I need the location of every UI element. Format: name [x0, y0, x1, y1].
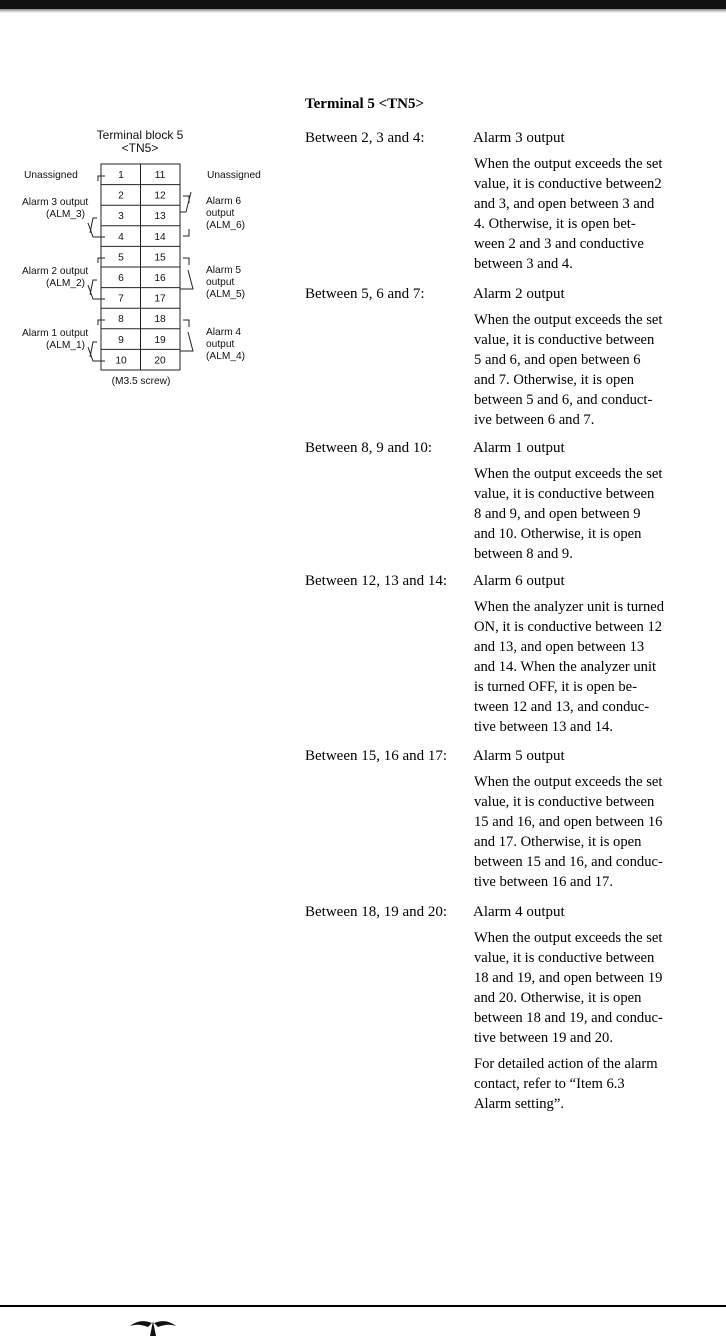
- terminal-14: 14: [154, 231, 166, 243]
- description-line: value, it is conductive between: [474, 486, 655, 502]
- description-line: and 14. When the analyzer unit: [474, 659, 657, 675]
- alarm4-label: Alarm 4: [206, 327, 242, 338]
- terminal-13: 13: [154, 211, 166, 223]
- terminal-5: 5: [118, 252, 124, 264]
- description-line: 8 and 9, and open between 9: [474, 506, 641, 522]
- note-line: Alarm setting”.: [474, 1096, 564, 1112]
- entry-between: Between 2, 3 and 4:: [305, 130, 425, 146]
- entry-between: Between 8, 9 and 10:: [305, 440, 433, 456]
- entry-description: [474, 310, 694, 430]
- terminal-1: 1: [118, 170, 124, 181]
- description-line: between 5 and 6, and conduct-: [474, 392, 653, 408]
- terminal-2: 2: [118, 190, 124, 202]
- terminal-numbers-right: [154, 170, 166, 366]
- entry-title: Alarm 2 output: [473, 286, 565, 302]
- alarm1-label: Alarm 1 output: [22, 328, 89, 339]
- terminal-7: 7: [118, 293, 124, 305]
- description-line: 15 and 16, and open between 16: [474, 814, 663, 830]
- description-line: tive between 19 and 20.: [474, 1030, 614, 1046]
- description-line: tween 12 and 13, and conduc-: [474, 699, 650, 715]
- contact-symbols-right: [180, 192, 193, 351]
- alarm2-label: Alarm 2 output: [22, 266, 89, 277]
- alarm2-code-label: (ALM_2): [46, 278, 86, 289]
- description-line: When the output exceeds the set: [474, 774, 663, 790]
- alarm4-code-label: (ALM_4): [206, 351, 246, 362]
- description-line: 18 and 19, and open between 19: [474, 970, 663, 986]
- unassigned-left-label: Unassigned: [24, 170, 78, 181]
- description-line: When the output exceeds the set: [474, 930, 663, 946]
- entry-description: [474, 597, 694, 737]
- description-line: tive between 16 and 17.: [474, 874, 614, 890]
- alarm5-code-label: (ALM_5): [206, 289, 246, 300]
- description-line: value, it is conductive between: [474, 794, 655, 810]
- entry-description: [474, 928, 694, 1048]
- description-line: between 15 and 16, and conduc-: [474, 854, 663, 870]
- description-line: and 3, and open between 3 and: [474, 196, 655, 212]
- alarm5-output-label: output: [206, 277, 235, 288]
- entry-description: [474, 154, 694, 274]
- description-line: between 18 and 19, and conduc-: [474, 1010, 663, 1026]
- description-line: value, it is conductive between: [474, 332, 655, 348]
- entry-description: [474, 464, 694, 564]
- terminal-16: 16: [154, 273, 166, 284]
- alarm6-output-label: output: [206, 208, 235, 219]
- terminal-numbers-left: [115, 170, 127, 366]
- description-line: tive between 13 and 14.: [474, 719, 614, 735]
- description-line: between 3 and 4.: [474, 256, 573, 272]
- diagram-title: Terminal block 5: [96, 128, 184, 142]
- teledyne-logo-icon: [128, 1318, 178, 1336]
- description-line: value, it is conductive between2: [474, 176, 662, 192]
- section-title: Terminal 5 <TN5>: [305, 96, 425, 112]
- entry-between: Between 12, 13 and 14:: [305, 573, 448, 589]
- alarm3-code-label: (ALM_3): [46, 209, 86, 220]
- entry-title: Alarm 4 output: [473, 904, 565, 920]
- description-line: ive between 6 and 7.: [474, 412, 595, 428]
- alarm-note: [474, 1054, 694, 1114]
- terminal-12: 12: [154, 190, 166, 202]
- description-line: When the output exceeds the set: [474, 156, 663, 172]
- terminal-grid: [101, 164, 180, 370]
- entry-between: Between 15, 16 and 17:: [305, 748, 448, 764]
- note-line: contact, refer to “Item 6.3: [474, 1076, 625, 1092]
- terminal-8: 8: [118, 314, 124, 326]
- entry-title: Alarm 6 output: [473, 573, 565, 589]
- entry-description: [474, 772, 694, 892]
- description-line: When the output exceeds the set: [474, 466, 663, 482]
- terminal-17: 17: [154, 293, 166, 305]
- footer-rule: [0, 1305, 726, 1307]
- description-line: When the output exceeds the set: [474, 312, 663, 328]
- terminal-15: 15: [154, 252, 166, 264]
- entry-title: Alarm 3 output: [473, 130, 565, 146]
- terminal-20: 20: [154, 355, 166, 367]
- alarm4-output-label: output: [206, 339, 235, 350]
- note-line: For detailed action of the alarm: [474, 1056, 658, 1072]
- terminal-19: 19: [154, 334, 166, 346]
- terminal-6: 6: [118, 273, 124, 284]
- entry-between: Between 5, 6 and 7:: [305, 286, 425, 302]
- description-line: and 7. Otherwise, it is open: [474, 372, 635, 388]
- terminal-block-diagram: [14, 128, 276, 398]
- description-line: between 8 and 9.: [474, 546, 573, 562]
- terminal-9: 9: [118, 334, 124, 346]
- description-line: ween 2 and 3 and conductive: [474, 236, 644, 252]
- terminal-10: 10: [115, 355, 127, 367]
- description-line: and 17. Otherwise, it is open: [474, 834, 642, 850]
- entry-between: Between 18, 19 and 20:: [305, 904, 448, 920]
- alarm6-label: Alarm 6: [206, 196, 242, 207]
- terminal-4: 4: [118, 231, 124, 243]
- diagram-subtitle: <TN5>: [121, 141, 159, 155]
- description-line: and 20. Otherwise, it is open: [474, 990, 642, 1006]
- alarm6-code-label: (ALM_6): [206, 220, 246, 231]
- screw-note: (M3.5 screw): [111, 376, 171, 387]
- description-line: 4. Otherwise, it is open bet-: [474, 216, 636, 232]
- description-line: is turned OFF, it is open be-: [474, 679, 638, 695]
- contact-symbols-left: [88, 176, 105, 361]
- header-bar: [0, 0, 726, 9]
- description-line: ON, it is conductive between 12: [474, 619, 663, 635]
- description-line: value, it is conductive between: [474, 950, 655, 966]
- header-bar-shadow: [0, 9, 726, 13]
- terminal-18: 18: [154, 314, 166, 326]
- description-line: and 10. Otherwise, it is open: [474, 526, 642, 542]
- alarm5-label: Alarm 5: [206, 265, 242, 276]
- description-line: 5 and 6, and open between 6: [474, 352, 641, 368]
- alarm1-code-label: (ALM_1): [46, 340, 86, 351]
- terminal-11: 11: [154, 170, 166, 181]
- terminal-3: 3: [118, 211, 124, 223]
- description-line: and 13, and open between 13: [474, 639, 645, 655]
- description-line: When the analyzer unit is turned: [474, 599, 665, 615]
- alarm3-label: Alarm 3 output: [22, 197, 89, 208]
- unassigned-right-label: Unassigned: [207, 170, 261, 181]
- entry-title: Alarm 1 output: [473, 440, 565, 456]
- entry-title: Alarm 5 output: [473, 748, 565, 764]
